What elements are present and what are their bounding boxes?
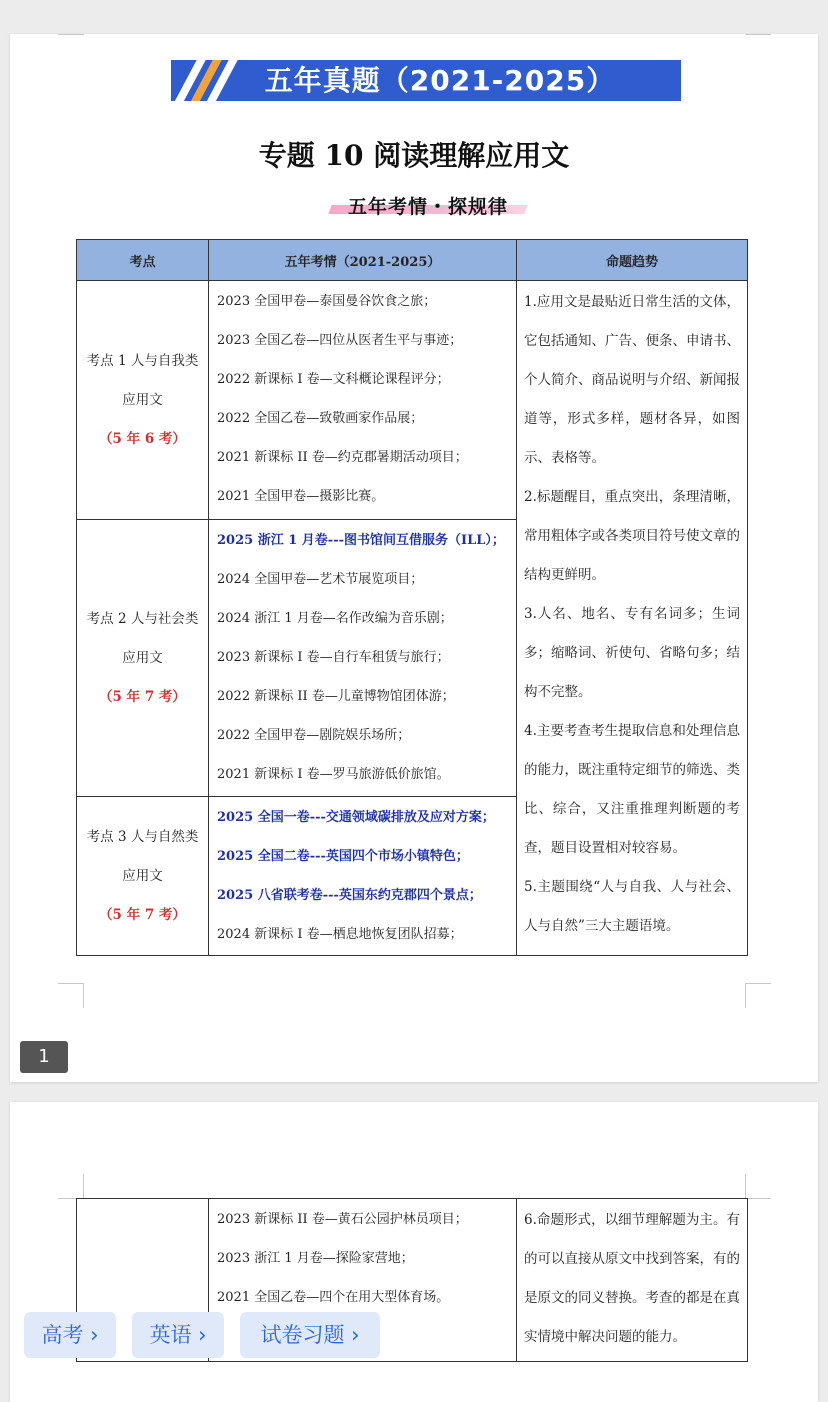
topic-name: 考点 3 人与自然类 <box>86 828 199 845</box>
banner-title: 五年真题（2021-2025） <box>264 64 616 97</box>
table-row <box>77 281 748 520</box>
header-trend: 命题趋势 <box>517 240 748 281</box>
page-number-badge: 1 <box>20 1041 68 1073</box>
page-corner-mark <box>58 983 84 1008</box>
trend-paragraph: 5.主题围绕“人与自我、人与社会、人与自然”三大主题语境。 <box>524 879 740 934</box>
tag-english[interactable]: 英语 › <box>132 1312 224 1358</box>
list-item: 2021 新课标 II 卷—约克郡暑期活动项目； <box>217 450 468 465</box>
exam-list <box>209 281 517 520</box>
page-corner-mark <box>58 34 84 35</box>
list-item: 2025 八省联考卷---英国东约克郡四个景点； <box>217 888 482 903</box>
trend-paragraph: 3.人名、地名、专有名词多；生词多；缩略词、祈使句、省略句多；结构不完整。 <box>524 606 740 700</box>
list-item: 2024 新课标 I 卷—栖息地恢复团队招募； <box>217 927 463 942</box>
trend-paragraph: 1.应用文是最贴近日常生活的文体，它包括通知、广告、便条、申请书、个人简介、商品说明与介绍、新闻报道等，形式多样，题材各异，如图示、表格等。 <box>524 294 740 466</box>
trend-cell <box>517 281 748 956</box>
topic-name: 应用文 <box>122 391 163 408</box>
topic-name: 考点 2 人与社会类 <box>86 610 199 627</box>
list-item: 2022 新课标 I 卷—文科概论课程评分； <box>217 372 450 387</box>
tag-gaokao[interactable]: 高考 › <box>24 1312 116 1358</box>
list-item: 2022 新课标 II 卷—儿童博物馆团体游； <box>217 689 455 704</box>
list-item: 2021 全国甲卷—摄影比赛。 <box>217 489 385 504</box>
exam-count: （5 年 7 考） <box>99 906 186 923</box>
list-item: 2022 全国甲卷—剧院娱乐场所； <box>217 728 411 743</box>
list-item: 2023 新课标 II 卷—黄石公园护林员项目； <box>217 1212 468 1227</box>
subtitle-block <box>328 190 528 222</box>
page-corner-mark <box>745 983 771 1008</box>
exam-list <box>209 797 517 956</box>
topic-name: 应用文 <box>122 867 163 884</box>
page-corner-mark <box>745 34 771 35</box>
list-item: 2023 全国甲卷—泰国曼谷饮食之旅； <box>217 294 437 309</box>
page-corner-mark <box>58 1174 84 1199</box>
exam-count: （5 年 6 考） <box>99 430 186 447</box>
topic-cell <box>77 281 209 520</box>
trend-paragraph: 2.标题醒目，重点突出，条理清晰，常用粗体字或各类项目符号使文章的结构更鲜明。 <box>524 489 740 583</box>
header-topic: 考点 <box>77 240 209 281</box>
list-item: 2023 新课标 I 卷—自行车租赁与旅行； <box>217 650 450 665</box>
list-item: 2023 全国乙卷—四位从医者生平与事迹； <box>217 333 463 348</box>
section-banner <box>171 60 681 101</box>
page-corner-mark <box>745 1174 771 1199</box>
exam-count: （5 年 7 考） <box>99 688 186 705</box>
exam-list <box>209 520 517 797</box>
list-item: 2025 浙江 1 月卷---图书馆间互借服务（ILL）； <box>217 533 505 548</box>
trend-paragraph: 4.主要考查考生提取信息和处理信息的能力，既注重特定细节的筛选、类比、综合，又注重推理判断题的考查，题目设置相对较容易。 <box>524 723 740 856</box>
trend-paragraph: 6.命题形式，以细节理解题为主。有的可以直接从原文中找到答案，有的是原文的同义替换。考查的都是在真实情境中解决问题的能力。 <box>524 1212 740 1345</box>
exam-table <box>76 239 748 956</box>
header-exams: 五年考情（2021-2025） <box>209 240 517 281</box>
topic-cell <box>77 520 209 797</box>
list-item: 2024 全国甲卷—艺术节展览项目； <box>217 572 424 587</box>
topic-name: 考点 1 人与自我类 <box>86 352 199 369</box>
list-item: 2021 新课标 I 卷—罗马旅游低价旅馆。 <box>217 767 450 782</box>
list-item: 2025 全国一卷---交通领域碳排放及应对方案； <box>217 810 495 825</box>
subtitle: 五年考情・探规律 <box>347 196 508 218</box>
list-item: 2023 浙江 1 月卷—探险家营地； <box>217 1251 414 1266</box>
table-header-row <box>77 240 748 281</box>
topic-name: 应用文 <box>122 649 163 666</box>
document-title: 专题 10 阅读理解应用文 <box>258 139 570 172</box>
tag-exam-exercises[interactable]: 试卷习题 › <box>240 1312 380 1358</box>
trend-cell <box>517 1199 748 1362</box>
list-item: 2025 全国二卷---英国四个市场小镇特色； <box>217 849 469 864</box>
topic-cell <box>77 797 209 956</box>
list-item: 2022 全国乙卷—致敬画家作品展； <box>217 411 424 426</box>
list-item: 2021 全国乙卷—四个在用大型体育场。 <box>217 1290 450 1305</box>
list-item: 2024 浙江 1 月卷—名作改编为音乐剧； <box>217 611 453 626</box>
